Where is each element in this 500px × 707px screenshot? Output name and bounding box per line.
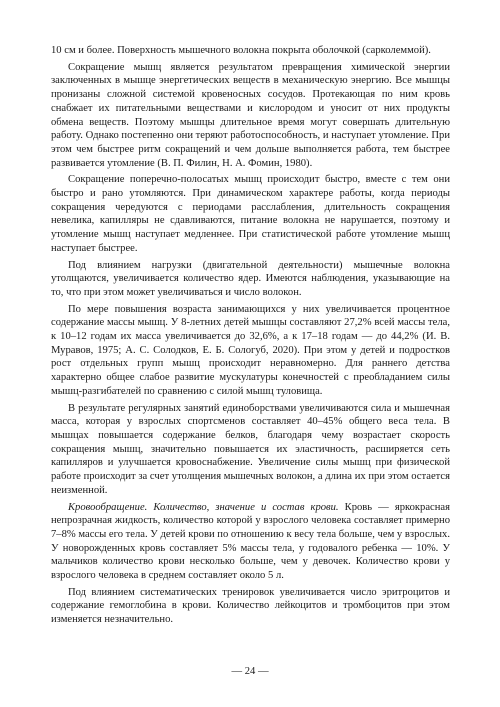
paragraph-blood-circulation [51, 501, 450, 583]
paragraph-continuation: 10 см и более. Поверхность мышечного волокна покрыта оболочкой (сарколеммой). [51, 45, 431, 56]
paragraph-muscle-contraction: Сокращение мышц является результатом превращения химической энергии заключенных в мышце энергетических веществ в механическую энергию. Все мышцы пронизаны сложной системой кровеносных сосудов. Протекающая по ним кровь снабжает их питательными веществами и кислородом и уносит от них продукты обмена веществ. Поэтому мышцы длительное время могут совершать длительную работу. Однако постепенно они теряют работоспособность, и наступает утомление. При этом чем быстрее ритм сокращений и чем дольше выполняется работа, тем быстрее развивается утомление (В. П. Филин, Н. А. Фомин, 1980). [51, 61, 450, 169]
paragraph-martial-arts: В результате регулярных занятий единоборствами увеличиваются сила и мышечная масса, которая у взрослых спортсменов составляет 40–45% общего веса тела. В мышцах повышается содержание белков, благодаря чему возрастает скорость сокращения мышц, значительно повышается их эластичность, расширяется сеть капилляров и улучшается кровоснабжение. Увеличение силы мышц при физической работе происходит за счет утолщения мышечных волокон, а длина их при этом остается неизменной. [51, 402, 450, 496]
body-text [51, 44, 450, 627]
page-number: — 24 — [231, 666, 269, 677]
paragraph-striated-muscles: Сокращение поперечно-полосатых мышц происходит быстро, вместе с тем они быстро и рано утомляются. При динамическом характере работы, когда периоды сокращения чередуются с периодами расслабления, длительность сокращения невелика, капилляры не сдавливаются, питание волокна не нарушается, поэтому и утомление мышц наступает медленнее. При статистической работе утомление мышц наступает быстрее. [51, 174, 450, 254]
paragraph-age-muscle-mass: По мере повышения возраста занимающихся у них увеличивается процентное содержание массы мышц. У 8-летних детей мышцы составляют 27,2% всей массы тела, к 10–12 годам их масса увеличивается до 32,6%, а к 17–18 годам — до 44,2% (И. В. Муравов, 1975; А. С. Солодков, Е. Б. Сологуб, 2020). При этом у детей и подростков рост отдельных групп мышц происходит неравномерно. Для раннего детства характерно общее слабое развитие мускулатуры конечностей с преобладанием силы мышц-разгибателей по сравнению с силой мышц туловища. [51, 303, 450, 397]
paragraph-training-blood: Под влиянием систематических тренировок увеличивается число эритроцитов и содержание гемоглобина в крови. Количество лейкоцитов и тромбоцитов при этом изменяется незначительно. [51, 586, 450, 626]
section-heading: Кровообращение. Количество, значение и состав крови. [68, 501, 339, 513]
paragraph-blood-text: Кровь — яркокрасная непрозрачная жидкость, количество которой у взрослого человека составляет примерно 7–8% массы его тела. У детей крови по отношению к весу тела больше, чем у взрослых. У новорожденных кровь составляет 5% массы тела, у годовалого ребенка — 10%. У мальчиков количество крови несколько больше, чем у девочек. Количество крови у взрослого человека в среднем составляет около 5 л. [51, 501, 450, 582]
paragraph-load-influence: Под влиянием нагрузки (двигательной деятельности) мышечные волокна утолщаются, увеличивается количество ядер. Имеются наблюдения, указывающие на то, что при этом может увеличиваться и число волокон. [51, 259, 450, 298]
